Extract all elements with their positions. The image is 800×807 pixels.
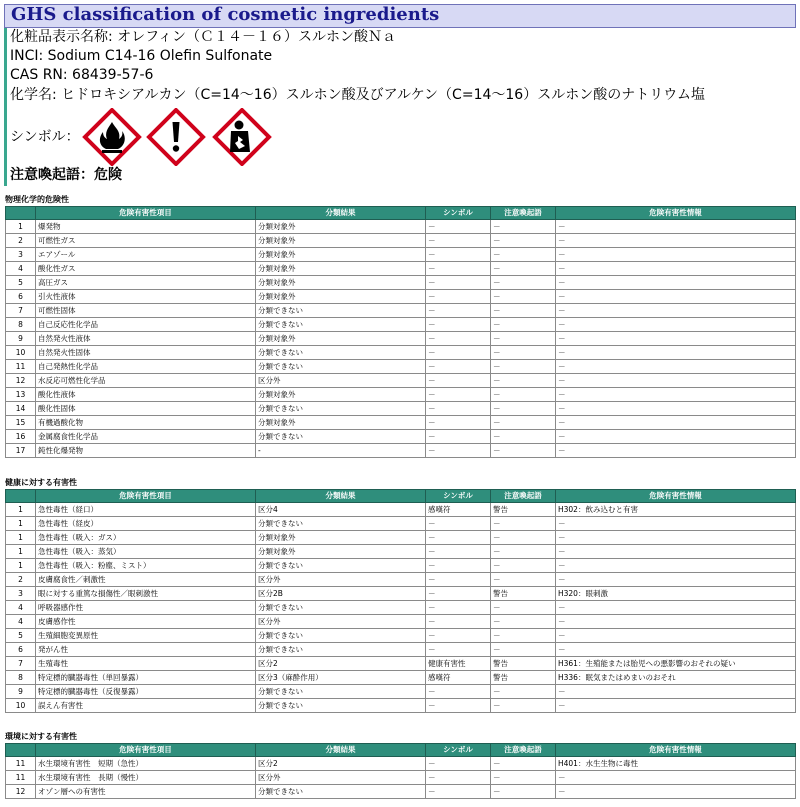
- symbol-cell: －: [426, 757, 491, 771]
- table-row: [6, 629, 796, 643]
- signal-word-cell: 警告: [491, 657, 556, 671]
- signal-word-cell: －: [491, 248, 556, 262]
- hazard-statement: －: [556, 573, 796, 587]
- hazard-statement: －: [556, 785, 796, 799]
- hazard-item: 有機過酸化物: [36, 416, 256, 430]
- classification-result: 分類できない: [256, 517, 426, 531]
- signal-word-cell: －: [491, 699, 556, 713]
- header-no: [6, 744, 36, 757]
- table-row: [6, 374, 796, 388]
- hazard-statement: －: [556, 430, 796, 444]
- classification-result: 分類対象外: [256, 531, 426, 545]
- hazard-statement: －: [556, 643, 796, 657]
- classification-result: 分類できない: [256, 402, 426, 416]
- table-row: [6, 757, 796, 771]
- hazard-item: 急性毒性（吸入：蒸気）: [36, 545, 256, 559]
- hazard-statement: －: [556, 629, 796, 643]
- classification-result: 分類対象外: [256, 234, 426, 248]
- hazard-item: 特定標的臓器毒性（反復暴露）: [36, 685, 256, 699]
- health-hazard-icon: [215, 110, 269, 164]
- hazard-item: 眼に対する重篤な損傷性／眼刺激性: [36, 587, 256, 601]
- table-row: [6, 360, 796, 374]
- signal-word-cell: －: [491, 601, 556, 615]
- symbol-cell: －: [426, 220, 491, 234]
- row-number: 8: [6, 671, 36, 685]
- hazard-item: 水反応可燃性化学品: [36, 374, 256, 388]
- hazard-statement: H336：眠気またはめまいのおそれ: [556, 671, 796, 685]
- classification-result: 分類できない: [256, 699, 426, 713]
- row-number: 12: [6, 785, 36, 799]
- symbol-cell: －: [426, 374, 491, 388]
- hazard-item: 可燃性固体: [36, 304, 256, 318]
- hazard-statement: －: [556, 699, 796, 713]
- header-signal: 注意喚起語: [491, 744, 556, 757]
- hazard-item: 発がん性: [36, 643, 256, 657]
- row-number: 7: [6, 304, 36, 318]
- hazard-statement: －: [556, 531, 796, 545]
- signal-word-cell: －: [491, 685, 556, 699]
- row-number: 6: [6, 643, 36, 657]
- hazard-statement: －: [556, 318, 796, 332]
- signal-word-cell: －: [491, 374, 556, 388]
- symbol-cell: －: [426, 444, 491, 458]
- row-number: 4: [6, 601, 36, 615]
- table-row: [6, 332, 796, 346]
- classification-result: 区分2: [256, 757, 426, 771]
- hazard-item: 呼吸器感作性: [36, 601, 256, 615]
- hazard-item: 急性毒性（経皮）: [36, 517, 256, 531]
- hazard-statement: －: [556, 685, 796, 699]
- classification-result: 分類できない: [256, 685, 426, 699]
- table-row: [6, 771, 796, 785]
- classification-result: 分類できない: [256, 785, 426, 799]
- hazard-statement: －: [556, 402, 796, 416]
- signal-word-cell: －: [491, 416, 556, 430]
- header-info: 危険有害性情報: [556, 207, 796, 220]
- row-number: 14: [6, 402, 36, 416]
- classification-result: 区分外: [256, 374, 426, 388]
- hazard-statement: －: [556, 248, 796, 262]
- table-row: [6, 685, 796, 699]
- classification-result: 分類対象外: [256, 545, 426, 559]
- signal-word-cell: －: [491, 360, 556, 374]
- header-info: 危険有害性情報: [556, 744, 796, 757]
- row-number: 11: [6, 771, 36, 785]
- signal-word-cell: －: [491, 430, 556, 444]
- symbol-cell: －: [426, 304, 491, 318]
- exclamation-icon: [149, 110, 203, 164]
- row-number: 6: [6, 290, 36, 304]
- classification-result: 分類対象外: [256, 248, 426, 262]
- inci-name: INCI: Sodium C14-16 Olefin Sulfonate: [10, 48, 273, 64]
- table-row: [6, 531, 796, 545]
- hazard-item: オゾン層への有害性: [36, 785, 256, 799]
- symbol-cell: －: [426, 531, 491, 545]
- row-number: 1: [6, 503, 36, 517]
- hazard-statement: －: [556, 615, 796, 629]
- row-number: 15: [6, 416, 36, 430]
- symbol-cell: －: [426, 290, 491, 304]
- symbol-cell: －: [426, 430, 491, 444]
- table-row: [6, 318, 796, 332]
- symbol-cell: －: [426, 346, 491, 360]
- hazard-statement: －: [556, 374, 796, 388]
- classification-result: 分類できない: [256, 346, 426, 360]
- symbol-cell: －: [426, 685, 491, 699]
- hazard-item: 誤えん有害性: [36, 699, 256, 713]
- hazard-item: 水生環境有害性 短期（急性）: [36, 757, 256, 771]
- symbol-cell: －: [426, 276, 491, 290]
- signal-word-cell: －: [491, 276, 556, 290]
- row-number: 16: [6, 430, 36, 444]
- row-number: 12: [6, 374, 36, 388]
- signal-word-cell: －: [491, 402, 556, 416]
- row-number: 10: [6, 699, 36, 713]
- classification-result: 区分外: [256, 615, 426, 629]
- hazard-statement: －: [556, 276, 796, 290]
- symbol-cell: －: [426, 771, 491, 785]
- signal-word-cell: －: [491, 318, 556, 332]
- hazard-item: 金属腐食性化学品: [36, 430, 256, 444]
- signal-word-cell: －: [491, 771, 556, 785]
- symbol-cell: －: [426, 587, 491, 601]
- row-number: 3: [6, 587, 36, 601]
- table-row: [6, 545, 796, 559]
- hazard-item: 自然発火性固体: [36, 346, 256, 360]
- hazard-statement: －: [556, 545, 796, 559]
- row-number: 1: [6, 517, 36, 531]
- classification-result: 分類できない: [256, 304, 426, 318]
- row-number: 2: [6, 234, 36, 248]
- classification-result: 区分4: [256, 503, 426, 517]
- symbol-cell: －: [426, 785, 491, 799]
- signal-word-cell: 警告: [491, 503, 556, 517]
- table-row: [6, 416, 796, 430]
- symbol-cell: －: [426, 601, 491, 615]
- classification-result: -: [256, 444, 426, 458]
- signal-word-cell: －: [491, 220, 556, 234]
- section-title-physical: 物理化学的危険性: [5, 195, 69, 204]
- table-row: [6, 304, 796, 318]
- hazard-statement: H361：生殖能または胎児への悪影響のおそれの疑い: [556, 657, 796, 671]
- table-row: [6, 290, 796, 304]
- symbol-cell: －: [426, 402, 491, 416]
- signal-word-cell: －: [491, 629, 556, 643]
- hazard-item: 水生環境有害性 長期（慢性）: [36, 771, 256, 785]
- classification-result: 分類対象外: [256, 332, 426, 346]
- symbol-cell: －: [426, 360, 491, 374]
- signal-word-cell: －: [491, 573, 556, 587]
- row-number: 4: [6, 615, 36, 629]
- page-title: GHS classification of cosmetic ingredients: [11, 4, 440, 25]
- header-signal: 注意喚起語: [491, 207, 556, 220]
- row-number: 1: [6, 545, 36, 559]
- symbol-cell: －: [426, 615, 491, 629]
- classification-result: 分類できない: [256, 629, 426, 643]
- physical-hazards-table: [5, 206, 796, 458]
- signal-word-cell: －: [491, 615, 556, 629]
- signal-word-cell: －: [491, 388, 556, 402]
- hazard-item: 特定標的臓器毒性（単回暴露）: [36, 671, 256, 685]
- symbol-cell: －: [426, 262, 491, 276]
- symbol-cell: 感嘆符: [426, 671, 491, 685]
- symbol-cell: －: [426, 248, 491, 262]
- table-row: [6, 573, 796, 587]
- header-signal: 注意喚起語: [491, 490, 556, 503]
- classification-result: 区分外: [256, 573, 426, 587]
- hazard-statement: －: [556, 290, 796, 304]
- symbol-cell: －: [426, 517, 491, 531]
- row-number: 4: [6, 262, 36, 276]
- hazard-statement: －: [556, 517, 796, 531]
- hazard-statement: －: [556, 360, 796, 374]
- row-number: 11: [6, 360, 36, 374]
- hazard-item: 酸化性固体: [36, 402, 256, 416]
- signal-word-cell: －: [491, 304, 556, 318]
- classification-result: 分類できない: [256, 559, 426, 573]
- hazard-statement: －: [556, 262, 796, 276]
- header-info: 危険有害性情報: [556, 490, 796, 503]
- symbol-cell: －: [426, 699, 491, 713]
- hazard-statement: －: [556, 601, 796, 615]
- accent-bar: [4, 28, 7, 186]
- hazard-item: 生殖細胞変異原性: [36, 629, 256, 643]
- classification-result: 区分外: [256, 771, 426, 785]
- signal-word-cell: 警告: [491, 587, 556, 601]
- signal-word-cell: －: [491, 757, 556, 771]
- signal-word-cell: －: [491, 559, 556, 573]
- classification-result: 区分3（麻酔作用）: [256, 671, 426, 685]
- row-number: 1: [6, 531, 36, 545]
- signal-word-cell: －: [491, 531, 556, 545]
- header-result: 分類結果: [256, 490, 426, 503]
- symbol-cell: 健康有害性: [426, 657, 491, 671]
- classification-result: 分類対象外: [256, 262, 426, 276]
- hazard-statement: －: [556, 220, 796, 234]
- hazard-item: 高圧ガス: [36, 276, 256, 290]
- ghs-pictograms: [82, 108, 277, 166]
- row-number: 5: [6, 629, 36, 643]
- classification-result: 分類できない: [256, 601, 426, 615]
- hazard-item: 可燃性ガス: [36, 234, 256, 248]
- hazard-statement: －: [556, 444, 796, 458]
- hazard-item: 自己反応性化学品: [36, 318, 256, 332]
- signal-word-cell: －: [491, 290, 556, 304]
- classification-result: 分類できない: [256, 430, 426, 444]
- hazard-item: 自然発火性液体: [36, 332, 256, 346]
- section-title-environment: 環境に対する有害性: [5, 732, 77, 741]
- hazard-item: 酸化性液体: [36, 388, 256, 402]
- hazard-statement: －: [556, 559, 796, 573]
- header-symbol: シンボル: [426, 744, 491, 757]
- signal-word-cell: 警告: [491, 671, 556, 685]
- table-row: [6, 643, 796, 657]
- table-row: [6, 444, 796, 458]
- section-title-health: 健康に対する有害性: [5, 478, 77, 487]
- table-row: [6, 234, 796, 248]
- title-bar: [4, 4, 796, 28]
- symbol-cell: －: [426, 573, 491, 587]
- table-row: [6, 601, 796, 615]
- hazard-statement: H320：眼刺激: [556, 587, 796, 601]
- row-number: 7: [6, 657, 36, 671]
- chemical-name: 化学名: ヒドロキシアルカン（C=14～16）スルホン酸及びアルケン（C=14～16）スルホン酸のナトリウム塩: [10, 87, 706, 103]
- row-number: 13: [6, 388, 36, 402]
- hazard-item: 鈍性化爆発物: [36, 444, 256, 458]
- header-item: 危険有害性項目: [36, 490, 256, 503]
- hazard-statement: －: [556, 771, 796, 785]
- header-no: [6, 490, 36, 503]
- cosmetic-name: 化粧品表示名称: オレフィン（Ｃ１４－１６）スルホン酸Ｎａ: [10, 29, 397, 45]
- flame-icon: [85, 110, 139, 164]
- signal-word-cell: －: [491, 785, 556, 799]
- header-item: 危険有害性項目: [36, 744, 256, 757]
- row-number: 3: [6, 248, 36, 262]
- symbol-cell: －: [426, 545, 491, 559]
- hazard-statement: －: [556, 346, 796, 360]
- header-symbol: シンボル: [426, 207, 491, 220]
- row-number: 2: [6, 573, 36, 587]
- hazard-item: 皮膚腐食性／刺激性: [36, 573, 256, 587]
- hazard-item: 急性毒性（経口）: [36, 503, 256, 517]
- table-row: [6, 262, 796, 276]
- header-item: 危険有害性項目: [36, 207, 256, 220]
- table-row: [6, 503, 796, 517]
- signal-word-cell: －: [491, 262, 556, 276]
- hazard-statement: －: [556, 388, 796, 402]
- signal-word-cell: －: [491, 234, 556, 248]
- classification-result: 区分2: [256, 657, 426, 671]
- row-number: 17: [6, 444, 36, 458]
- table-row: [6, 220, 796, 234]
- table-row: [6, 587, 796, 601]
- symbol-cell: －: [426, 416, 491, 430]
- symbol-cell: 感嘆符: [426, 503, 491, 517]
- cas-number: CAS RN: 68439-57-6: [10, 67, 154, 83]
- classification-result: 分類対象外: [256, 290, 426, 304]
- hazard-item: 生殖毒性: [36, 657, 256, 671]
- environmental-hazards-table: [5, 743, 796, 799]
- row-number: 11: [6, 757, 36, 771]
- symbol-label: シンボル：: [10, 129, 80, 145]
- signal-word-cell: －: [491, 643, 556, 657]
- classification-result: 分類できない: [256, 318, 426, 332]
- row-number: 9: [6, 685, 36, 699]
- row-number: 5: [6, 276, 36, 290]
- symbol-cell: －: [426, 234, 491, 248]
- hazard-item: 急性毒性（吸入：ガス）: [36, 531, 256, 545]
- row-number: 8: [6, 318, 36, 332]
- symbol-cell: －: [426, 332, 491, 346]
- classification-result: 区分2B: [256, 587, 426, 601]
- signal-word: 注意喚起語：危険: [10, 167, 122, 183]
- signal-word-cell: －: [491, 346, 556, 360]
- hazard-statement: H401：水生生物に毒性: [556, 757, 796, 771]
- signal-word-cell: －: [491, 517, 556, 531]
- table-row: [6, 276, 796, 290]
- hazard-statement: －: [556, 304, 796, 318]
- symbol-cell: －: [426, 388, 491, 402]
- table-row: [6, 517, 796, 531]
- row-number: 1: [6, 559, 36, 573]
- table-row: [6, 785, 796, 799]
- hazard-item: エアゾール: [36, 248, 256, 262]
- table-row: [6, 430, 796, 444]
- classification-result: 分類できない: [256, 360, 426, 374]
- hazard-item: 爆発物: [36, 220, 256, 234]
- signal-word-cell: －: [491, 545, 556, 559]
- hazard-statement: H302：飲み込むと有害: [556, 503, 796, 517]
- health-hazards-table: [5, 489, 796, 713]
- classification-result: 分類できない: [256, 643, 426, 657]
- row-number: 9: [6, 332, 36, 346]
- signal-word-cell: －: [491, 332, 556, 346]
- hazard-item: 急性毒性（吸入：粉塵、ミスト）: [36, 559, 256, 573]
- classification-result: 分類対象外: [256, 276, 426, 290]
- classification-result: 分類対象外: [256, 388, 426, 402]
- table-row: [6, 699, 796, 713]
- hazard-item: 皮膚感作性: [36, 615, 256, 629]
- hazard-statement: －: [556, 416, 796, 430]
- hazard-item: 酸化性ガス: [36, 262, 256, 276]
- hazard-item: 自己発熱性化学品: [36, 360, 256, 374]
- hazard-statement: －: [556, 332, 796, 346]
- row-number: 1: [6, 220, 36, 234]
- table-row: [6, 615, 796, 629]
- hazard-statement: －: [556, 234, 796, 248]
- classification-result: 分類対象外: [256, 416, 426, 430]
- header-no: [6, 207, 36, 220]
- symbol-cell: －: [426, 318, 491, 332]
- symbol-cell: －: [426, 629, 491, 643]
- header-result: 分類結果: [256, 207, 426, 220]
- table-row: [6, 559, 796, 573]
- table-row: [6, 248, 796, 262]
- header-result: 分類結果: [256, 744, 426, 757]
- signal-word-cell: －: [491, 444, 556, 458]
- table-row: [6, 657, 796, 671]
- table-row: [6, 671, 796, 685]
- table-row: [6, 388, 796, 402]
- table-row: [6, 346, 796, 360]
- table-row: [6, 402, 796, 416]
- row-number: 10: [6, 346, 36, 360]
- hazard-item: 引火性液体: [36, 290, 256, 304]
- classification-result: 分類対象外: [256, 220, 426, 234]
- header-symbol: シンボル: [426, 490, 491, 503]
- symbol-cell: －: [426, 559, 491, 573]
- symbol-cell: －: [426, 643, 491, 657]
